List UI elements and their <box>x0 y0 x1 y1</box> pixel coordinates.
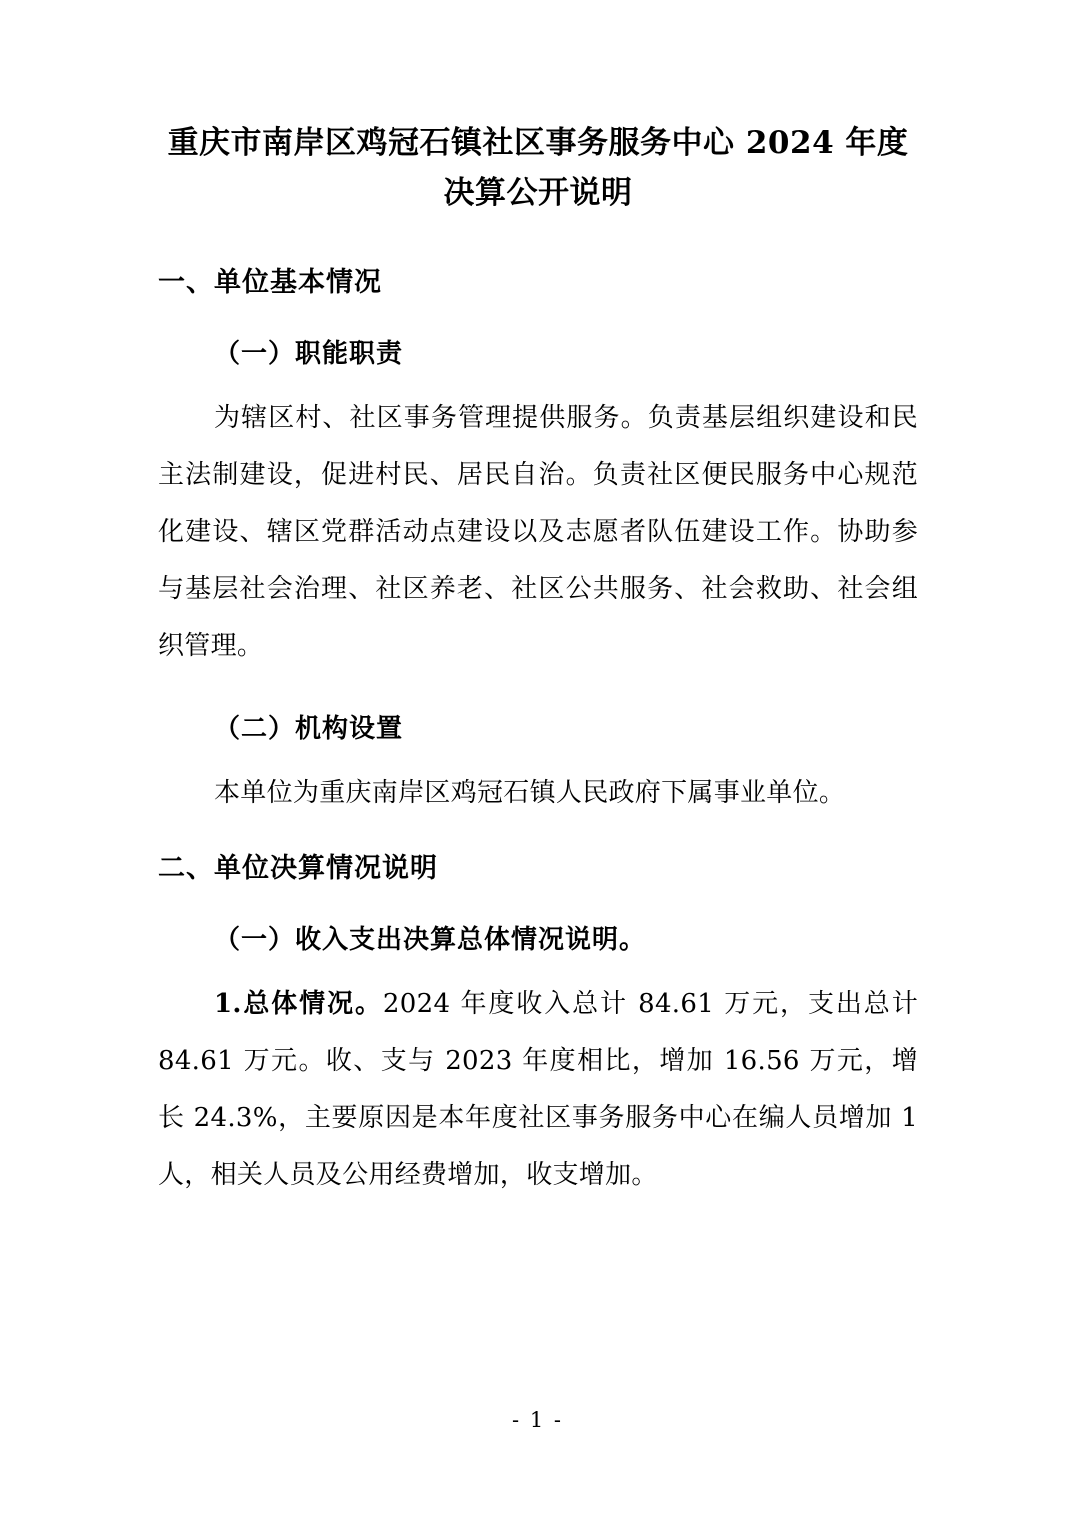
document-body <box>158 118 918 1204</box>
document-title-line1: 重庆市南岸区鸡冠石镇社区事务服务中心 2024 年度 <box>167 125 909 161</box>
heading-section-two: 二、单位决算情况说明 <box>158 853 438 884</box>
spacer <box>158 222 918 236</box>
heading-section-two-sub-one: （一）收入支出决算总体情况说明。 <box>214 925 647 955</box>
heading-section-one-sub-two: （二）机构设置 <box>214 714 404 744</box>
document-title <box>158 118 918 218</box>
document-title-line2: 决算公开说明 <box>443 175 633 211</box>
heading-section-one-sub-one: （一）职能职责 <box>214 339 404 369</box>
page-number: - 1 - <box>512 1408 563 1432</box>
paragraph-overall-situation-text: 2024 年度收入总计 84.61 万元，支出总计 84.61 万元。收、支与 2023 年度相比，增加 16.56 万元，增长 24.3%，主要原因是本年度社区事务服务中心在编人员增加 1 人，相关人员及公用经费增加，收支增加。 <box>158 989 918 1190</box>
paragraph-overall-situation-label: 1.总体情况。 <box>214 989 383 1019</box>
heading-section-one: 一、单位基本情况 <box>158 267 382 298</box>
paragraph-organization: 本单位为重庆南岸区鸡冠石镇人民政府下属事业单位。 <box>214 778 846 808</box>
paragraph-overall-situation <box>158 976 918 1204</box>
paragraph-duties: 为辖区村、社区事务管理提供服务。负责基层组织建设和民主法制建设，促进村民、居民自治。负责社区便民服务中心规范化建设、辖区党群活动点建设以及志愿者队伍建设工作。协助参与基层社会治理、社区养老、社区公共服务、社会救助、社会组织管理。 <box>158 403 918 661</box>
spacer <box>158 675 918 689</box>
